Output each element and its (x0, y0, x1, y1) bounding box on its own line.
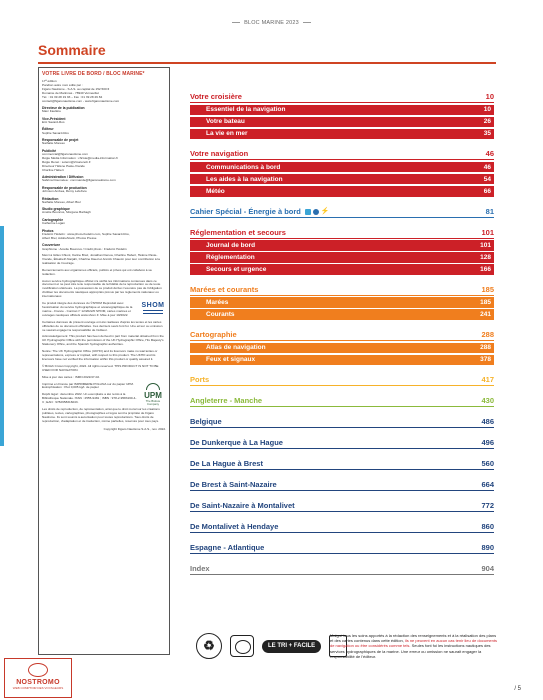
toc-section (190, 480, 494, 491)
toc-section-title (190, 330, 237, 339)
toc-subsection-label: Communications à bord (206, 163, 281, 171)
recycling-logos (196, 633, 347, 659)
nostromo-name: NOSTROMO (16, 679, 60, 686)
toc-section (190, 501, 494, 512)
toc-subsection[interactable] (190, 297, 494, 308)
toc-section-title-text: De Saint-Nazaire à Montalivet (190, 501, 295, 511)
toc-subsection[interactable] (190, 174, 494, 185)
credits-block-heading: Photos (42, 228, 54, 233)
toc-section (190, 522, 494, 533)
toc-subsection-label: Atlas de navigation (206, 344, 266, 352)
toc-section-heading[interactable] (190, 564, 494, 575)
credits-line: Tél. : 01 39 28 19 93 – Fax : 01 39 28 29 84 (42, 94, 103, 99)
credits-block (42, 186, 166, 194)
toc-section-title (190, 207, 330, 216)
toc-section-page: 664 (481, 480, 494, 490)
credits-block (42, 218, 166, 226)
toc-section (190, 285, 494, 320)
credits-line: Frédéric Hédelin : www.photo-fredelin.com, Sophie Savard-Ros, (42, 231, 130, 236)
energy-icons (305, 209, 330, 215)
credits-block (42, 138, 166, 146)
toc-section-title (190, 459, 263, 468)
credits-line: Johnson Ambea, Rémy Lefebvre (42, 189, 87, 194)
toc-section-page: 430 (481, 396, 494, 406)
credits-block-heading: Studio graphique (42, 207, 70, 212)
toc-subsection-page: 128 (480, 253, 491, 261)
toc-section-title-text: Belgique (190, 417, 222, 427)
toc-subsection[interactable] (190, 105, 494, 116)
nostromo-subtitle: WEB COMPTOIR DES VOYAGEURS (12, 686, 64, 690)
toc-section (190, 330, 494, 365)
toc-section-page: 560 (481, 459, 494, 469)
toc-section (190, 228, 494, 275)
toc-section (190, 396, 494, 407)
toc-section-title-text: Votre navigation (190, 149, 249, 159)
toc-subsection-label: Secours et urgence (206, 266, 267, 274)
upm-logo (140, 383, 166, 406)
toc-section (190, 543, 494, 554)
nostromo-watermark (4, 658, 72, 698)
toc-subsection[interactable] (190, 264, 494, 275)
toc-subsection-label: Votre bateau (206, 118, 245, 126)
toc-subsection-label: Réglementation (206, 253, 255, 261)
credits-line: Graphisme : Amélie Bouncus / Crédit photo : Frédéric Hédelin (42, 246, 127, 251)
disclaimer-part-2: Seules font foi les instructions nautiques des services hydrographiques de la marine. Une erreur ou omission ne saurait engager la responsabilité de l'éditeur. (330, 643, 491, 659)
credits-block-heading: Couverture (42, 243, 61, 248)
credits-paragraph: Notice: The UK Hydrographic Office (UKHO) and its licensors make no warranties or representations, express or implied, with respect to this product. The UKHO and its licensors have not verified the information within this product or quality assured it. (42, 349, 158, 361)
credits-box (38, 67, 170, 655)
credits-line: Pandion autre nom édité par : (42, 82, 83, 87)
toc-subsection[interactable] (190, 309, 494, 320)
credits-line: Charline Habert (42, 167, 64, 172)
shom-logo (140, 302, 166, 314)
toc-subsection-page: 241 (480, 311, 491, 319)
toc-section-title-text: Votre croisière (190, 92, 242, 101)
printer-paragraph: Imprimé en France par IMPRIMERIE POLLINA sur du papier UPM. Eutrophisation : Ptot 0,005 kg/t. de papier (42, 381, 134, 390)
toc-section-title-text: Angleterre - Manche (190, 396, 263, 406)
credits-block-heading: Rédaction (42, 196, 59, 201)
credits-line: Catherine Logan (42, 221, 65, 226)
credits-line: Figaro Nautisme - S.A.S. au capital de 152.500 € (42, 86, 110, 91)
toc-section-title (190, 228, 286, 237)
credits-paragraphs (42, 254, 166, 299)
credits-block-heading: Administration / Diffusion (42, 175, 84, 180)
toc-section-heading[interactable] (190, 207, 494, 218)
toc-section (190, 417, 494, 428)
toc-subsection[interactable] (190, 343, 494, 354)
legal-paragraphs (42, 321, 166, 380)
toc-section-title (190, 285, 258, 294)
toc-subsection[interactable] (190, 186, 494, 197)
credits-block (42, 149, 166, 173)
toc-section (190, 207, 494, 218)
toc-section-page: 46 (485, 149, 494, 159)
toc-section-heading[interactable] (190, 92, 494, 103)
credits-line: 17ª édition (42, 79, 57, 83)
plug-icon (305, 209, 311, 215)
credits-block (42, 207, 166, 215)
credits-block (42, 175, 166, 183)
shom-row (42, 302, 166, 321)
disclaimer-note (330, 633, 498, 659)
toc-section-title-text: Espagne - Atlantique (190, 543, 265, 553)
toc-subsection[interactable] (190, 162, 494, 173)
credits-block-heading: Responsable de production (42, 185, 87, 190)
toc-subsection-page: 101 (480, 241, 491, 249)
toc-section-page: 185 (481, 284, 494, 294)
toc-section-heading[interactable] (190, 543, 494, 554)
credits-line: Régie Média Information : christe@media-information.fr (42, 155, 119, 160)
credits-line: Domaine de Marinnas - 78940 Verneuillet (42, 90, 99, 95)
toc-section-page: 486 (481, 417, 494, 427)
toc-section (190, 438, 494, 449)
toc-section-title (190, 522, 278, 531)
toc-section (190, 375, 494, 386)
toc-subsection-page: 166 (480, 266, 491, 274)
toc-section-title-text: De Brest à Saint-Nazaire (190, 480, 277, 490)
toc-section-heading[interactable] (190, 480, 494, 491)
credits-line: commercial@figaronautisme.com (42, 152, 88, 157)
upm-logo-sub: The Biofore Company (145, 398, 161, 406)
toc-section-page: 81 (485, 206, 494, 216)
credits-block (42, 229, 166, 241)
toc-subsection[interactable] (190, 240, 494, 251)
toc-section-title (190, 501, 295, 510)
toc-section-page: 890 (481, 543, 494, 553)
credits-line: Régie Renet : solenn@2marenob.fr (42, 159, 91, 164)
toc-section (190, 459, 494, 470)
shom-logo-waves (143, 310, 163, 314)
toc-section (190, 92, 494, 139)
credits-block (42, 243, 166, 251)
upm-logo-label: UPM (144, 390, 162, 400)
toc-section-page: 860 (481, 522, 494, 532)
toc-section-heading[interactable] (190, 149, 494, 160)
credits-block-heading: Responsable de projet (42, 138, 79, 143)
recycle-icon: ♻ (196, 633, 222, 659)
toc-subsection-page: 26 (483, 118, 491, 126)
title-rule (38, 62, 496, 64)
lightning-icon: ⚡ (320, 207, 330, 215)
toc-section-heading[interactable] (190, 228, 494, 239)
credits-line: Nathalie Moreau (42, 141, 65, 146)
legal-deposit-paragraph: Dépôt légal : décembre 2022. Un exemplaire a été remis à la Bibliothèque Nationale. ISSN : 2555-9481 ; ISBN : 978-2-9583160-4-3 ; EAN : 9782958316043. (42, 392, 137, 405)
toc-subsection[interactable] (190, 129, 494, 140)
credits-block (42, 117, 166, 125)
credits-line: Directeur Hélène Paste-Vrande (42, 163, 85, 168)
toc-section-title (190, 417, 222, 426)
table-of-contents (190, 92, 494, 585)
toc-section-page: 772 (481, 501, 494, 511)
toc-section-page: 288 (481, 330, 494, 340)
credits-line: Eric Savard-Ros (42, 119, 65, 124)
toc-section-title (190, 543, 264, 552)
credits-paragraph: © British Crown Copyright, 2022. All rights reserved. THIS PRODUCT IS NOT TO BE USED FOR NAVIGATION. (42, 363, 159, 372)
header-dash-left (232, 22, 240, 23)
credits-paragraph: Acknowledgement: This product has been derived in part from material obtained from the UK Hydrographic Office with the permission of the UK Hydrographic Office, His Majesty's Stationery Office, and the Spanish hydrographic authorities. (42, 334, 164, 347)
credits-block (42, 127, 166, 135)
credits-paragraph: Mise à jour des cartes : ISMN 2022/47-02. (42, 374, 100, 379)
credits-blocks (42, 80, 166, 251)
credits-line: Marc Faullère (42, 109, 61, 114)
credits-title: VOTRE LIVRE DE BORD / BLOC MARINE* (42, 71, 145, 77)
toc-subsection-page: 10 (483, 106, 491, 114)
solar-icon (313, 209, 319, 215)
toc-section-title-text: Cartographie (190, 330, 237, 340)
toc-subsection-page: 54 (483, 175, 491, 183)
toc-subsection-page: 288 (480, 344, 491, 352)
toc-section-title-text: Cahier Spécial - Énergie à bord (190, 206, 301, 216)
toc-subsection-label: Météo (206, 187, 225, 195)
toc-section-title-text: Index (190, 564, 210, 574)
toc-subsection-label: Les aides à la navigation (206, 175, 283, 183)
toc-section-title (190, 92, 242, 101)
toc-section-title-text: De Montalivet à Hendaye (190, 522, 279, 532)
toc-section-title-text: Ports (190, 375, 210, 385)
upm-row (42, 383, 166, 409)
page-title: Sommaire (38, 42, 106, 58)
credits-line: Amélie Bouncus, Morgane Barbagh (42, 210, 91, 215)
toc-subsection-page: 66 (483, 187, 491, 195)
toc-section-page: 101 (481, 227, 494, 237)
toc-section-title-text: De La Hague à Brest (190, 459, 263, 469)
credits-line: Nathalie Moreau, Albert Brel (42, 199, 81, 204)
nostromo-logo-icon (28, 663, 48, 677)
credits-block-heading: Directeur de la publication (42, 106, 85, 111)
credits-line: Albert Brel, AdobeStock, Photos Presse (42, 235, 97, 240)
toc-section-heading[interactable] (190, 522, 494, 533)
toc-section-heading[interactable] (190, 501, 494, 512)
toc-section-title (190, 149, 248, 158)
toc-subsection-page: 35 (483, 130, 491, 138)
running-header (0, 20, 543, 26)
triman-icon (230, 635, 254, 657)
toc-section-page: 496 (481, 438, 494, 448)
upm-leaf-icon (146, 383, 160, 390)
toc-subsection-page: 185 (480, 299, 491, 307)
shom-logo-label: SHOM (141, 302, 165, 310)
toc-section (190, 564, 494, 575)
toc-subsection-page: 46 (483, 163, 491, 171)
toc-subsection-label: Courants (206, 311, 235, 319)
toc-subsection-label: Essentiel de la navigation (206, 106, 286, 114)
toc-subsection-label: Journal de bord (206, 241, 256, 249)
credits-paragraph: Merci à Gilles Chioni, Karine Braz, Jonathan Denoa, Charline Habert, Hélène Paste-Vrande, Élisabeth Narjahi, Charline Daed et Annick Chauvin pour leur contribution à la réalisation de l'ouvrage. (42, 253, 160, 265)
toc-section-title (190, 438, 283, 447)
toc-section-page: 417 (481, 375, 494, 385)
toc-section-heading[interactable] (190, 396, 494, 407)
credits-paragraph: Remerciements aux organismes officiels, publics et privés qui ont collaboré à sa rédaction. (42, 267, 152, 276)
credits-block (42, 80, 166, 103)
toc-section-heading[interactable] (190, 285, 494, 296)
credits-block-heading: Vice-Président (42, 116, 66, 121)
toc-subsection-page: 378 (480, 356, 491, 364)
credits-block-heading: Publicité (42, 148, 57, 153)
toc-subsection[interactable] (190, 252, 494, 263)
disclaimer-warning: ils ne peuvent en aucun cas tenir lieu de documents de navigation ou être considérés comme tels. (330, 638, 497, 649)
credits-block (42, 197, 166, 205)
disclaimer-part-1: Malgré tous les soins apportés à la rédaction des renseignements et à la réalisation des plans et des cartes contenus dans cette édition, (330, 633, 497, 644)
credits-paragraph: Certaines données du présent ouvrage ont été réalisées d'après les textes et les cartes officielles de ce document officielles. Ces derniers seuls font foi. Une erreur ou omission ne saurait engager la responsabilité de l'éditeur. (42, 319, 163, 332)
print-info (42, 383, 137, 409)
credits-line: Sophie Savard-Ros (42, 130, 69, 135)
toc-section-page: 10 (485, 92, 494, 101)
page-number: / 5 (514, 686, 521, 692)
toc-subsection[interactable] (190, 117, 494, 128)
credits-block-heading: Éditeur (42, 127, 54, 132)
side-color-strip (0, 226, 4, 446)
toc-section-title-text: De Dunkerque à La Hague (190, 438, 283, 448)
toc-section-heading[interactable] (190, 438, 494, 449)
copyright-line: Copyright Figaro Nautisme S.A.S., nov. 2022. (103, 426, 166, 431)
toc-subsection-label: La vie en mer (206, 130, 248, 138)
toc-section-title (190, 396, 262, 405)
credits-paragraph: Aucun service hydrographique officiel n'a vérifié les informations contenues dans ce document et ne peut être tenu responsable de la fidélité de la reproduction ou de toute modification ultérieure. La possession de ce produit dérivé n'exonère pas de l'obligation d'utiliser les documents nautiques appropriés prévus par les règlements nationaux ou internationaux. (42, 278, 162, 299)
toc-section-heading[interactable] (190, 375, 494, 386)
toc-subsection-label: Feux et signaux (206, 356, 256, 364)
toc-section-title (190, 375, 209, 384)
credits-line: Sabrina Doumelea : commande@figaronautisme.com (42, 178, 116, 183)
toc-section-title (190, 564, 210, 573)
toc-section-title-text: Réglementation et secours (190, 227, 286, 237)
toc-section (190, 149, 494, 196)
credits-line: contact@figaronautisme.com - www.figaronautisme.com (42, 98, 120, 103)
le-tri-logo: LE TRI + FACILE (262, 640, 321, 653)
credits-block-heading: Cartographie (42, 217, 64, 222)
toc-section-page: 904 (481, 564, 494, 574)
header-dash-right (303, 22, 311, 23)
toc-section-title-text: Marées et courants (190, 284, 259, 294)
toc-section-heading[interactable] (190, 459, 494, 470)
toc-section-title (190, 480, 277, 489)
toc-section-heading[interactable] (190, 417, 494, 428)
header-text: BLOC MARINE 2023 (244, 20, 299, 26)
toc-subsection-label: Marées (206, 299, 229, 307)
credits-block (42, 106, 166, 114)
rights-paragraph: Les droits de reproduction, de représentation, ainsi que le droit moral sur les créations publiées, textes, cartographies, photographies et logos sont la propriété de Figaro Nautisme. Ils sont soumis à autorisation pour toutes reproductions. Tous droits de reproduction, d'adaptation et de traduction, même partielles, réservés pour tous pays. (42, 407, 160, 423)
shom-paragraph: Ce produit intègre des données du ©SHOM Reproduit avec l'autorisation du service hydrographique et océanographique de la marine - France - Contrat n° 12/2022/0 SHOM, cartes marines et ouvrages nautiques officiels www.shom.fr. Mise à jour 10/2022. (42, 301, 133, 317)
toc-section-heading[interactable] (190, 330, 494, 341)
toc-subsection[interactable] (190, 355, 494, 366)
